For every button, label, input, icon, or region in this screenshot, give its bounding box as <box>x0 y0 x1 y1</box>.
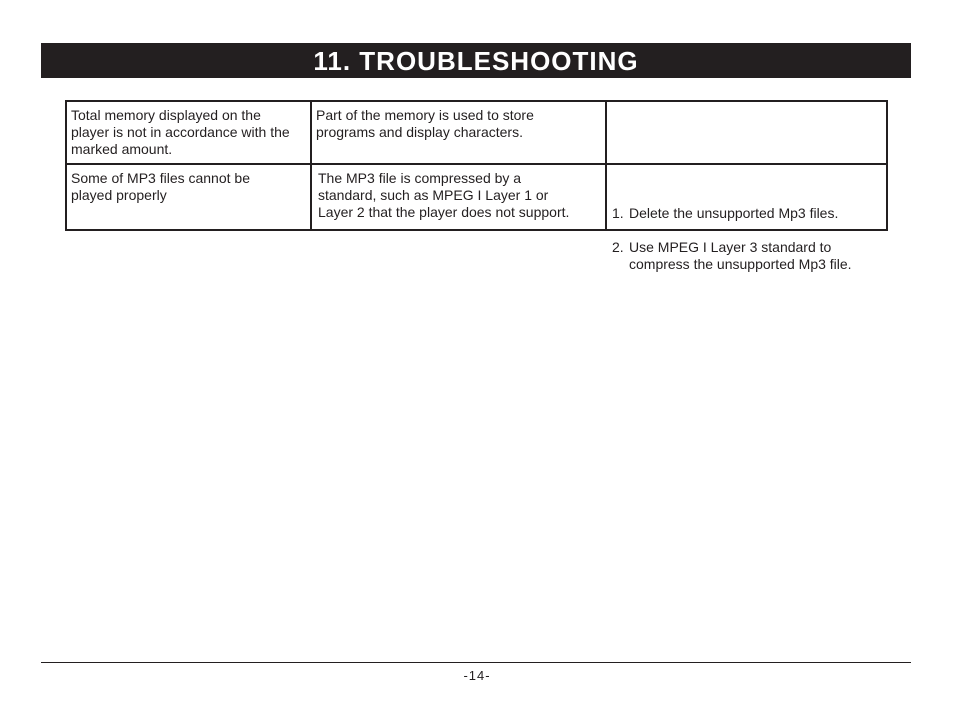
page-number: -14- <box>463 668 491 683</box>
solution-text: Delete the unsupported Mp3 files. <box>629 205 839 221</box>
footer-divider <box>41 662 911 663</box>
cause-cell: Part of the memory is used to store programs and display characters. <box>312 102 607 163</box>
solution-cell <box>607 102 886 163</box>
problem-cell: Some of MP3 files cannot be played properly <box>67 165 312 229</box>
section-title: 11. TROUBLESHOOTING <box>313 45 639 76</box>
solution-number: 2. <box>612 239 624 255</box>
section-header-bar <box>41 43 911 78</box>
problem-cell: Total memory displayed on the player is not in accordance with the marked amount. <box>67 102 312 163</box>
solution-number: 1. <box>612 205 624 221</box>
solution-item <box>612 205 882 222</box>
troubleshooting-table <box>65 100 888 272</box>
solution-list <box>612 188 882 290</box>
solution-cell <box>607 165 886 272</box>
solution-text: Use MPEG I Layer 3 standard to compress the unsupported Mp3 file. <box>629 239 852 272</box>
table-row <box>67 102 886 163</box>
table-row <box>67 163 886 272</box>
cause-cell: The MP3 file is compressed by a standard, such as MPEG I Layer 1 or Layer 2 that the player does not support. <box>312 165 607 229</box>
solution-item <box>612 239 882 273</box>
